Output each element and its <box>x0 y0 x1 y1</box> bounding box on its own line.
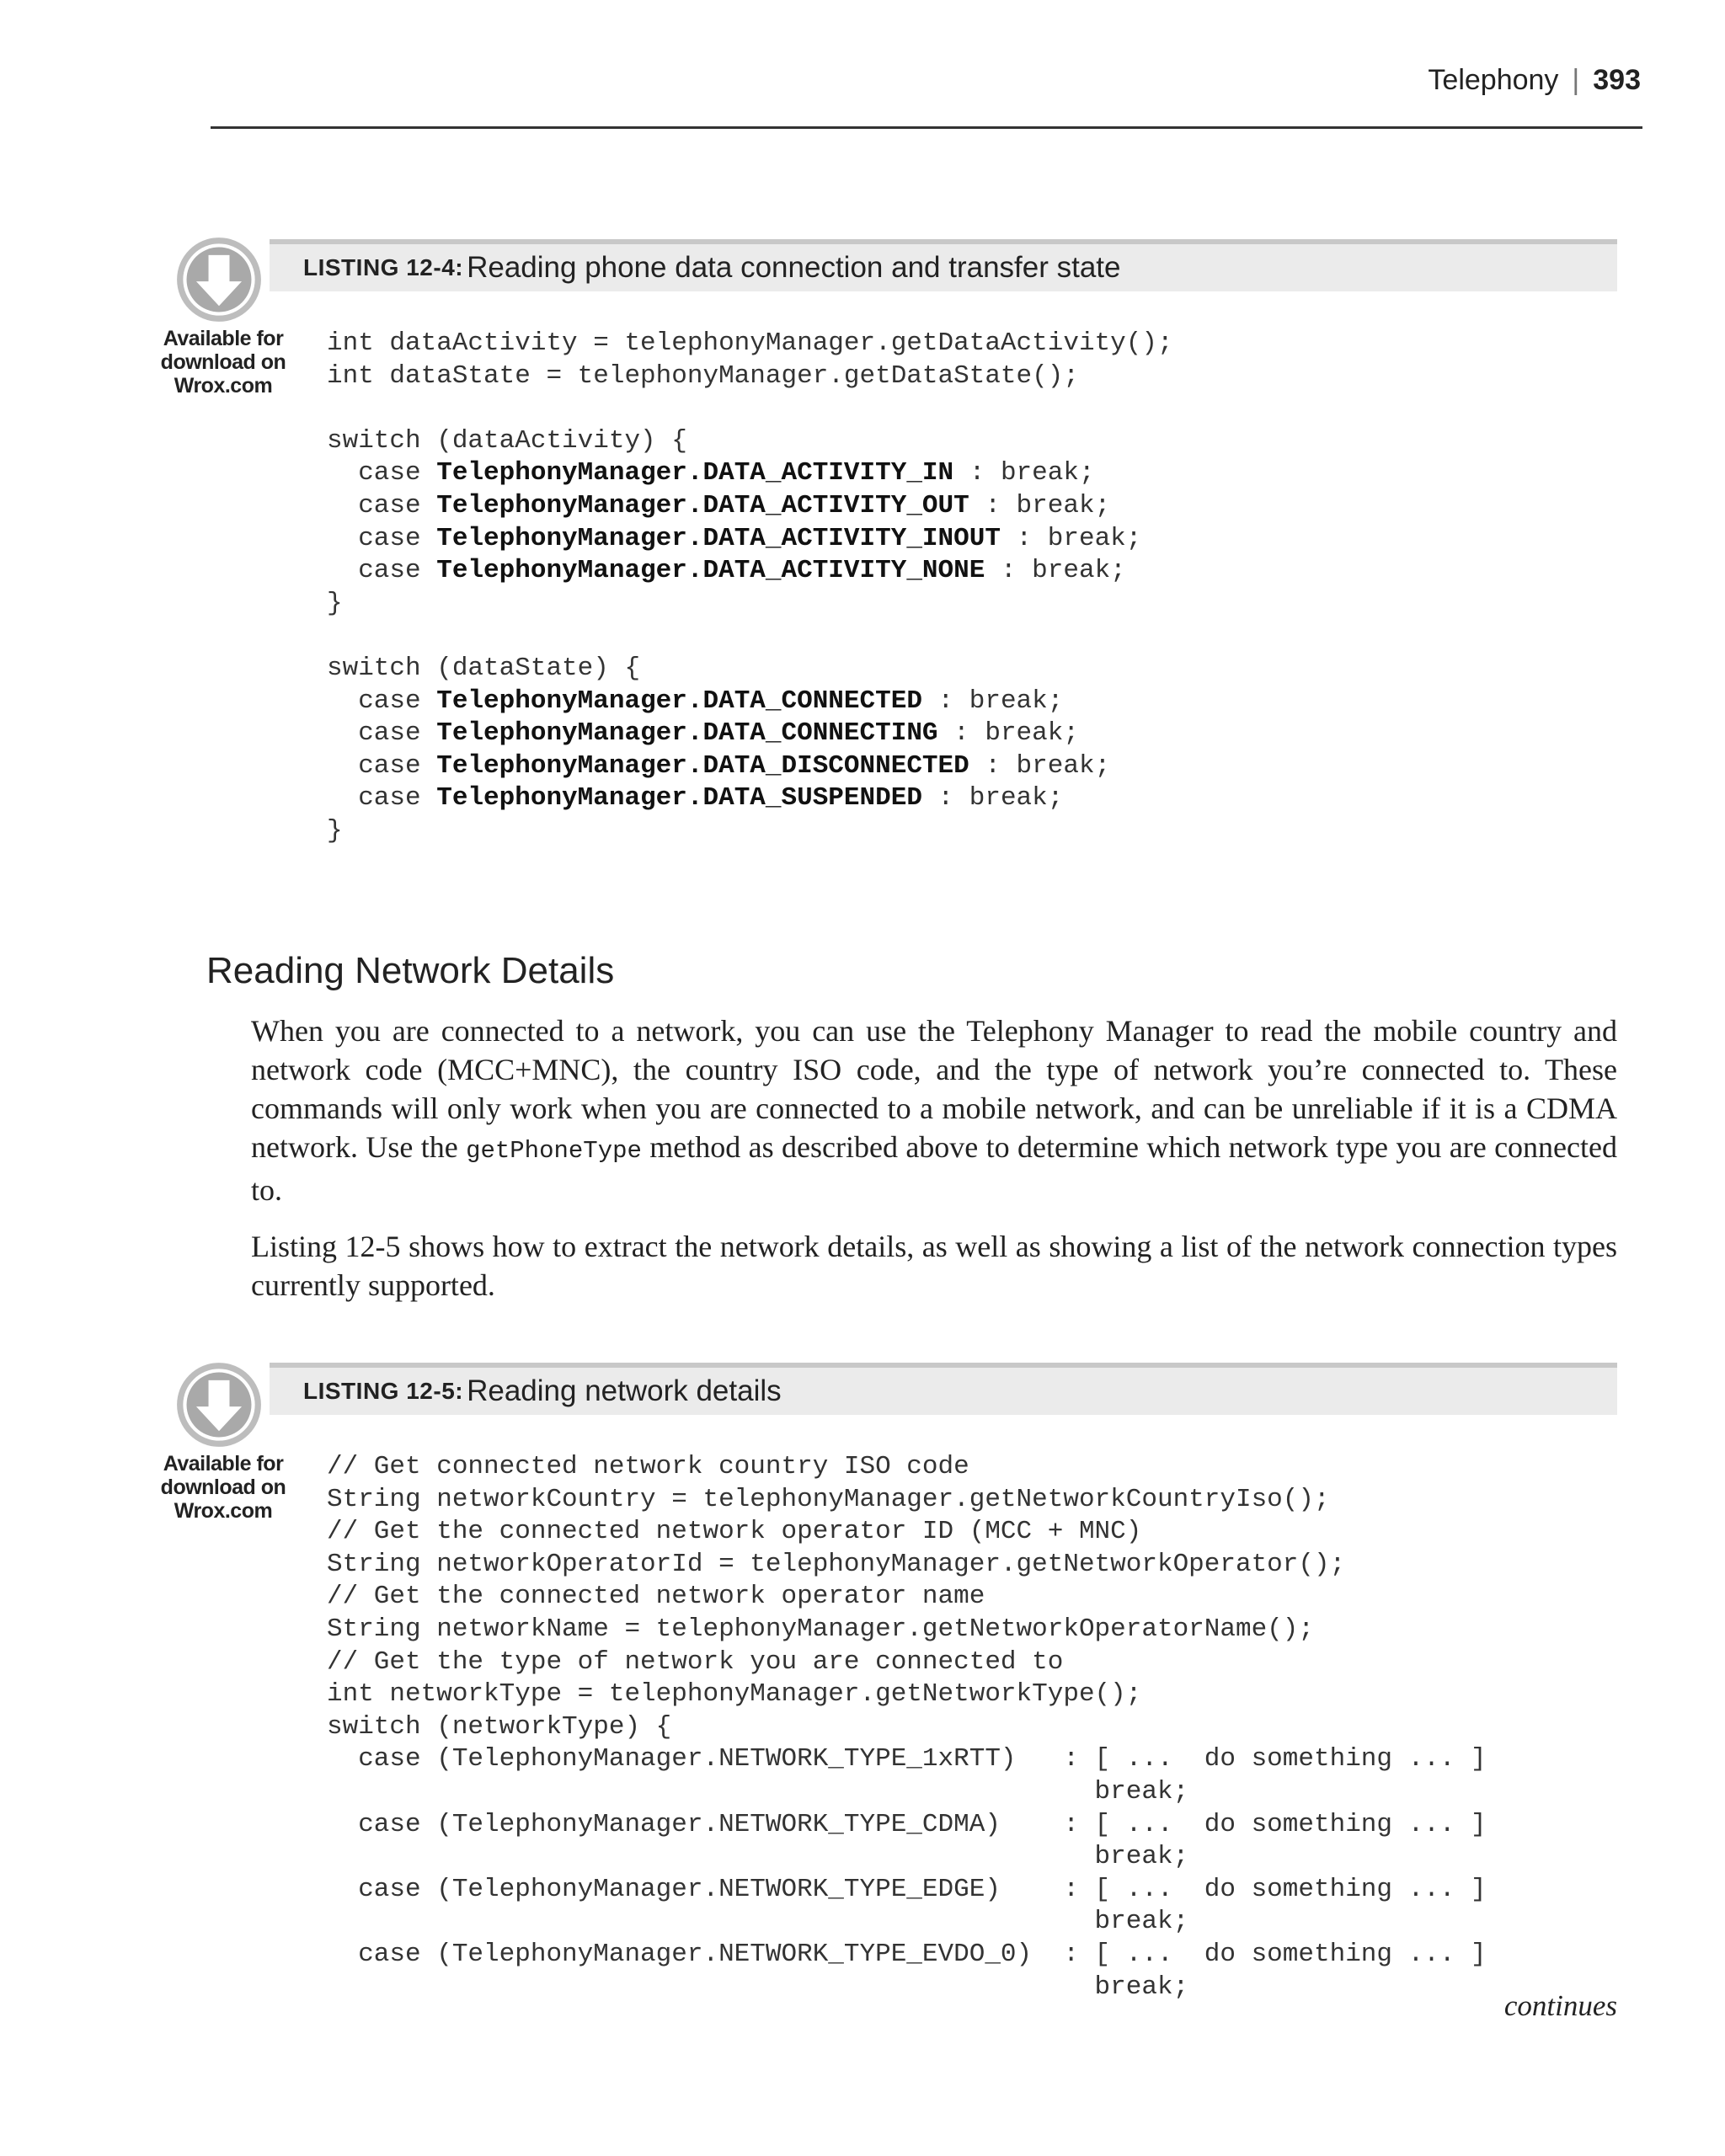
code-line <box>327 1744 1487 1774</box>
code-constant: TelephonyManager.DATA_ACTIVITY_INOUT <box>436 523 1001 553</box>
chapter-title: Telephony <box>1428 64 1559 96</box>
code-constant: TelephonyManager.DATA_ACTIVITY_OUT <box>436 490 969 520</box>
listing-label: LISTING 12-4: <box>303 254 464 280</box>
code-text: } <box>327 588 343 618</box>
code-text: case <box>327 750 437 781</box>
running-header <box>1428 64 1641 97</box>
code-text: case <box>327 718 437 749</box>
code-text: case (TelephonyManager.NETWORK_TYPE_EVDO_0) : [ ... do something ... ] <box>327 1939 1487 1969</box>
header-rule <box>211 126 1642 129</box>
section-heading: Reading Network Details <box>206 950 615 991</box>
code-text: // Get the connected network operator ID (MCC + MNC) <box>327 1517 1142 1547</box>
code-line <box>327 1647 1063 1677</box>
code-line <box>327 1614 1314 1644</box>
listing-label: LISTING 12-5: <box>303 1378 464 1404</box>
code-line <box>327 1940 1487 1969</box>
download-badge-line: download on <box>160 1476 286 1499</box>
download-badge-line: Wrox.com <box>174 1499 273 1523</box>
download-badge-line: Available for <box>163 1452 284 1476</box>
download-badge <box>152 1452 295 1523</box>
code-line <box>327 1842 1188 1871</box>
code-line <box>327 1582 985 1611</box>
code-line <box>327 426 687 456</box>
download-arrow-icon <box>175 236 263 323</box>
code-line <box>327 1452 969 1481</box>
code-text: : break; <box>937 718 1079 749</box>
code-text: case <box>327 556 437 586</box>
download-arrow-icon <box>175 1361 263 1449</box>
listing-title: Reading phone data connection and transfer state <box>467 251 1121 284</box>
code-line <box>327 328 1173 358</box>
code-constant: TelephonyManager.DATA_ACTIVITY_NONE <box>436 556 985 586</box>
code-line <box>327 556 1126 585</box>
listing-12-4-code <box>327 328 1173 848</box>
code-text: case <box>327 523 437 553</box>
code-line <box>327 686 1063 716</box>
code-text: String networkName = telephonyManager.getNetworkOperatorName(); <box>327 1614 1314 1644</box>
code-text: int dataState = telephonyManager.getDataState(); <box>327 360 1079 391</box>
download-badge-line: Wrox.com <box>174 374 273 398</box>
code-line <box>327 1810 1487 1839</box>
code-line <box>327 361 1079 391</box>
code-line <box>327 1679 1141 1709</box>
paragraph <box>251 1011 1617 1209</box>
code-line <box>327 458 1095 488</box>
code-constant: TelephonyManager.DATA_DISCONNECTED <box>436 750 969 781</box>
code-text: switch (dataActivity) { <box>327 425 687 456</box>
code-text: case (TelephonyManager.NETWORK_TYPE_1xRTT) : [ ... do something ... ] <box>327 1744 1487 1774</box>
code-constant: TelephonyManager.DATA_CONNECTING <box>436 718 938 749</box>
code-text: : break; <box>921 686 1064 716</box>
paragraph: Listing 12-5 shows how to extract the network details, as well as showing a list of the network connection types currently supported. <box>251 1230 1617 1302</box>
code-text: break; <box>327 1776 1189 1806</box>
code-text: } <box>327 815 343 846</box>
code-line <box>327 491 1110 520</box>
code-line <box>327 1875 1487 1904</box>
code-text: case <box>327 490 437 520</box>
code-text: case (TelephonyManager.NETWORK_TYPE_EDGE) : [ ... do something ... ] <box>327 1874 1487 1904</box>
code-line <box>327 816 343 846</box>
code-line <box>327 1517 1141 1546</box>
code-text: break; <box>327 1907 1189 1937</box>
download-badge-line: Available for <box>163 327 284 350</box>
code-text: String networkCountry = telephonyManager.getNetworkCountryIso(); <box>327 1484 1330 1514</box>
code-line <box>327 1550 1345 1579</box>
listing-12-4-header <box>270 239 1617 291</box>
code-line <box>327 1485 1330 1514</box>
paragraph-text: method as described above to determine which network type you are connected to. <box>251 1130 1617 1207</box>
code-text: // Get the connected network operator name <box>327 1582 985 1612</box>
code-text: switch (networkType) { <box>327 1711 672 1742</box>
inline-code: getPhoneType <box>466 1137 642 1165</box>
code-line <box>327 718 1079 748</box>
code-text: case (TelephonyManager.NETWORK_TYPE_CDMA) : [ ... do something ... ] <box>327 1809 1487 1839</box>
code-text: : break; <box>921 783 1064 814</box>
code-text: switch (dataState) { <box>327 653 641 683</box>
code-line <box>327 589 343 618</box>
listing-12-5-code <box>327 1451 1487 2004</box>
code-line <box>327 654 640 683</box>
listing-title: Reading network details <box>467 1374 782 1407</box>
continues-note: continues <box>1503 1989 1617 2022</box>
header-divider: | <box>1572 64 1580 96</box>
code-line <box>327 1712 671 1742</box>
code-text: : break; <box>969 750 1111 781</box>
page-number: 393 <box>1593 64 1641 96</box>
code-text: break; <box>327 1842 1189 1872</box>
code-text: break; <box>327 1972 1189 2002</box>
code-text: : break; <box>969 490 1111 520</box>
code-text: String networkOperatorId = telephonyManager.getNetworkOperator(); <box>327 1549 1346 1579</box>
code-constant: TelephonyManager.DATA_ACTIVITY_IN <box>436 458 954 488</box>
download-badge <box>152 327 295 398</box>
paragraph-text: When you are connected to a network, you can use the Telephony Manager to read the mobile country and network code (MCC+MNC), the country ISO code, and the type of network you’re connected to. These commands will only work when you are connected to a mobile network, and can be unreliable if it is a CDMA network. Use the <box>251 1014 1617 1164</box>
listing-12-5-header <box>270 1363 1617 1415</box>
code-constant: TelephonyManager.DATA_SUSPENDED <box>436 783 922 814</box>
code-line <box>327 1777 1188 1806</box>
code-text: // Get the type of network you are connected to <box>327 1646 1064 1677</box>
code-line <box>327 751 1110 781</box>
code-line <box>327 524 1141 553</box>
code-constant: TelephonyManager.DATA_CONNECTED <box>436 686 922 716</box>
code-text: case <box>327 458 437 488</box>
code-text: // Get connected network country ISO code <box>327 1452 969 1481</box>
code-line <box>327 783 1063 813</box>
code-text: : break; <box>985 556 1126 586</box>
code-text: int dataActivity = telephonyManager.getDataActivity(); <box>327 328 1173 358</box>
code-text: : break; <box>1000 523 1142 553</box>
code-line <box>327 1972 1188 2002</box>
code-text: case <box>327 783 437 814</box>
code-text: int networkType = telephonyManager.getNetworkType(); <box>327 1679 1142 1710</box>
code-text: case <box>327 686 437 716</box>
download-badge-line: download on <box>160 350 286 374</box>
code-text: : break; <box>953 458 1095 488</box>
code-line <box>327 1907 1188 1936</box>
